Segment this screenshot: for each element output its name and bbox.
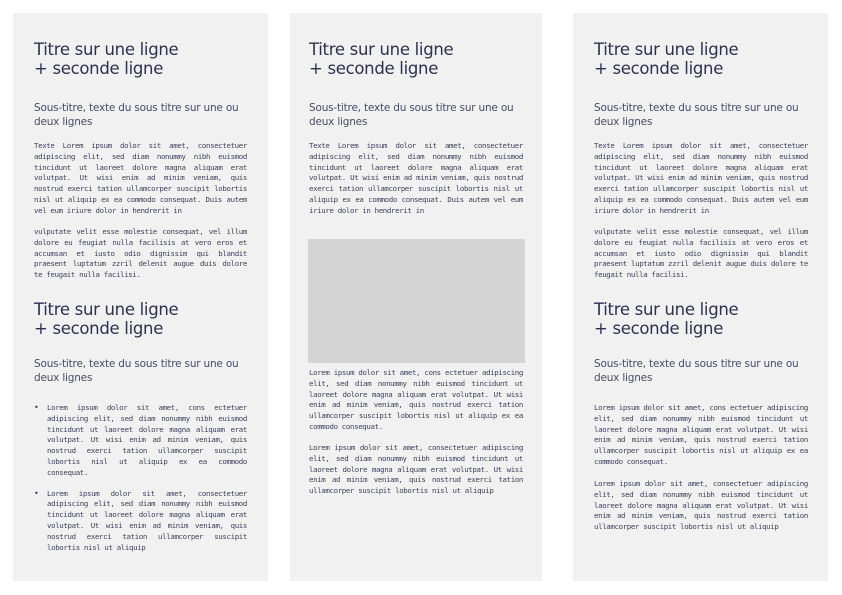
panel1-subtitle-block-2: [34, 357, 247, 385]
panel3-body-block-3: [594, 403, 808, 468]
panel2-body-paragraph-1: Texte Lorem ipsum dolor sit amet, consectetuer adipiscing elit, sed diam nonummy nibh euismod tincidunt ut laoreet dolore magna aliquam erat volutpat. Ut wisi enim ad minim veniam, quis nostrud exerci tation ullamcorper suscipit lobortis nisl ut aliquip ex ea commodo consequat. Duis autem vel eum iriure dolor in hendrerit in: [309, 141, 523, 215]
bullet-text: Lorem ipsum dolor sit amet, consectetuer adipiscing elit, sed diam nonummy nibh euismod tincidunt ut laoreet dolore magna aliquam erat volutpat. Ut wisi enim ad minim veniam, quis nostrud exerci tation ullamcorper suscipit lobortis nisl ut aliquip: [47, 488, 247, 552]
panel2-title-block: [309, 41, 523, 78]
panel2-body-paragraph-3: Lorem ipsum dolor sit amet, consectetuer adipiscing elit, sed diam nonummy nibh euismod tincidunt ut laoreet dolore magna aliquam erat volutpat. Ut wisi enim ad minim veniam, quis nostrud exerci tation ullamcorper suscipit lobortis nisl ut aliquip: [309, 443, 523, 496]
panel3-title2-line1: Titre sur une ligne: [594, 300, 739, 319]
panel3-title-block-2: [594, 301, 808, 338]
panel1-title-line2: + seconde ligne: [34, 58, 164, 78]
panel1-title2-line1: Titre sur une ligne: [34, 300, 179, 319]
panel3-body-block-4: [594, 479, 808, 533]
panel1-body-block: [34, 141, 247, 217]
panel3-title2-line2: + seconde ligne: [594, 318, 724, 338]
panel1-title-block: [34, 41, 247, 78]
panel1-title2-line2: + seconde ligne: [34, 318, 164, 338]
panel3-title-line2: + seconde ligne: [594, 58, 724, 78]
panel2-body-block-2: [309, 368, 523, 433]
panel3-title-line1: Titre sur une ligne: [594, 40, 739, 59]
panel3-body-block: [594, 141, 808, 217]
image-placeholder: [308, 239, 525, 363]
panel2-title-line1: Titre sur une ligne: [309, 40, 454, 59]
panel3-body-paragraph-2: vulputate velit esse molestie consequat, vel illum dolore eu feugiat nulla facilisis at vero eros et accumsan et iusto odio dignissim qui blandit praesent luptatum zzril delenit augue duis dolore te feugait nulla facilisi.: [594, 227, 808, 280]
panel1-bullet-list-block: [34, 403, 247, 553]
left-panel: [13, 13, 268, 581]
right-panel: [573, 13, 828, 581]
panel1-body-block-2: [34, 227, 247, 281]
panel2-body-paragraph-2: Lorem ipsum dolor sit amet, cons ectetuer adipiscing elit, sed diam nonummy nibh euismod tincidunt ut laoreet dolore magna aliquam erat volutpat. Ut wisi enim ad minim veniam, quis nostrud exerci tation ullamcorper suscipit lobortis nisl ut aliquip ex ea commodo consequat.: [309, 368, 523, 431]
bullet-icon: •: [34, 403, 39, 412]
panel3-subtitle-2: Sous-titre, texte du sous titre sur une ou deux lignes: [594, 358, 799, 384]
panel1-title-line1: Titre sur une ligne: [34, 40, 179, 59]
panel2-body-block: [309, 141, 523, 217]
middle-panel: [290, 13, 542, 581]
panel1-subtitle-2: Sous-titre, texte du sous titre sur une ou deux lignes: [34, 358, 239, 384]
panel3-subtitle-block-2: [594, 357, 808, 385]
panel1-body-paragraph-2: vulputate velit esse molestie consequat, vel illum dolore eu feugiat nulla facilisis at vero eros et accumsan et iusto odio dignissim qui blandit praesent luptatum zzril delenit augue duis dolore te feugait nulla facilisi.: [34, 227, 247, 280]
panel3-body-paragraph-1: Texte Lorem ipsum dolor sit amet, consectetuer adipiscing elit, sed diam nonummy nibh euismod tincidunt ut laoreet dolore magna aliquam erat volutpat. Ut wisi enim ad minim veniam, quis nostrud exerci tation ullamcorper suscipit lobortis nisl ut aliquip ex ea commodo consequat. Duis autem vel eum iriure dolor in hendrerit in: [594, 141, 808, 215]
panel2-body-block-3: [309, 443, 523, 497]
bullet-icon: •: [34, 488, 39, 498]
panel3-body-paragraph-4: Lorem ipsum dolor sit amet, consectetuer adipiscing elit, sed diam nonummy nibh euismod tincidunt ut laoreet dolore magna aliquam erat volutpat. Ut wisi enim ad minim veniam, quis nostrud exerci tation ullamcorper suscipit lobortis nisl ut aliquip: [594, 479, 808, 532]
panel2-subtitle: Sous-titre, texte du sous titre sur une ou deux lignes: [309, 102, 514, 128]
panel1-subtitle-block: [34, 101, 247, 129]
panel3-subtitle: Sous-titre, texte du sous titre sur une ou deux lignes: [594, 102, 799, 128]
bullet-item: [34, 403, 247, 479]
panel3-title-block: [594, 41, 808, 78]
panel3-body-block-2: [594, 227, 808, 281]
bullet-text: Lorem ipsum dolor sit amet, cons ectetuer adipiscing elit, sed diam nonummy nibh euismod tincidunt ut laoreet dolore magna aliquam erat volutpat. Ut wisi enim ad minim veniam, quis nostrud exerci tation ullamcorper suscipit lobortis nisl ut aliquip ex ea commodo consequat.: [47, 403, 247, 477]
bullet-item: [34, 489, 247, 554]
panel2-subtitle-block: [309, 101, 523, 129]
panel3-body-paragraph-3: Lorem ipsum dolor sit amet, cons ectetuer adipiscing elit, sed diam nonummy nibh euismod tincidunt ut laoreet dolore magna aliquam erat volutpat. Ut wisi enim ad minim veniam, quis nostrud exerci tation ullamcorper suscipit lobortis nisl ut aliquip ex ea commodo consequat.: [594, 403, 808, 466]
panel1-body-paragraph-1: Texte Lorem ipsum dolor sit amet, consectetuer adipiscing elit, sed diam nonummy nibh euismod tincidunt ut laoreet dolore magna aliquam erat volutpat. Ut wisi enim ad minim veniam, quis nostrud exerci tation ullamcorper suscipit lobortis nisl ut aliquip ex ea commodo consequat. Duis autem vel eum iriure dolor in hendrerit in: [34, 141, 247, 215]
panel1-title-block-2: [34, 301, 247, 338]
panel1-subtitle: Sous-titre, texte du sous titre sur une ou deux lignes: [34, 102, 239, 128]
panel3-subtitle-block: [594, 101, 808, 129]
panel2-title-line2: + seconde ligne: [309, 58, 439, 78]
bullet-list: [34, 403, 247, 553]
